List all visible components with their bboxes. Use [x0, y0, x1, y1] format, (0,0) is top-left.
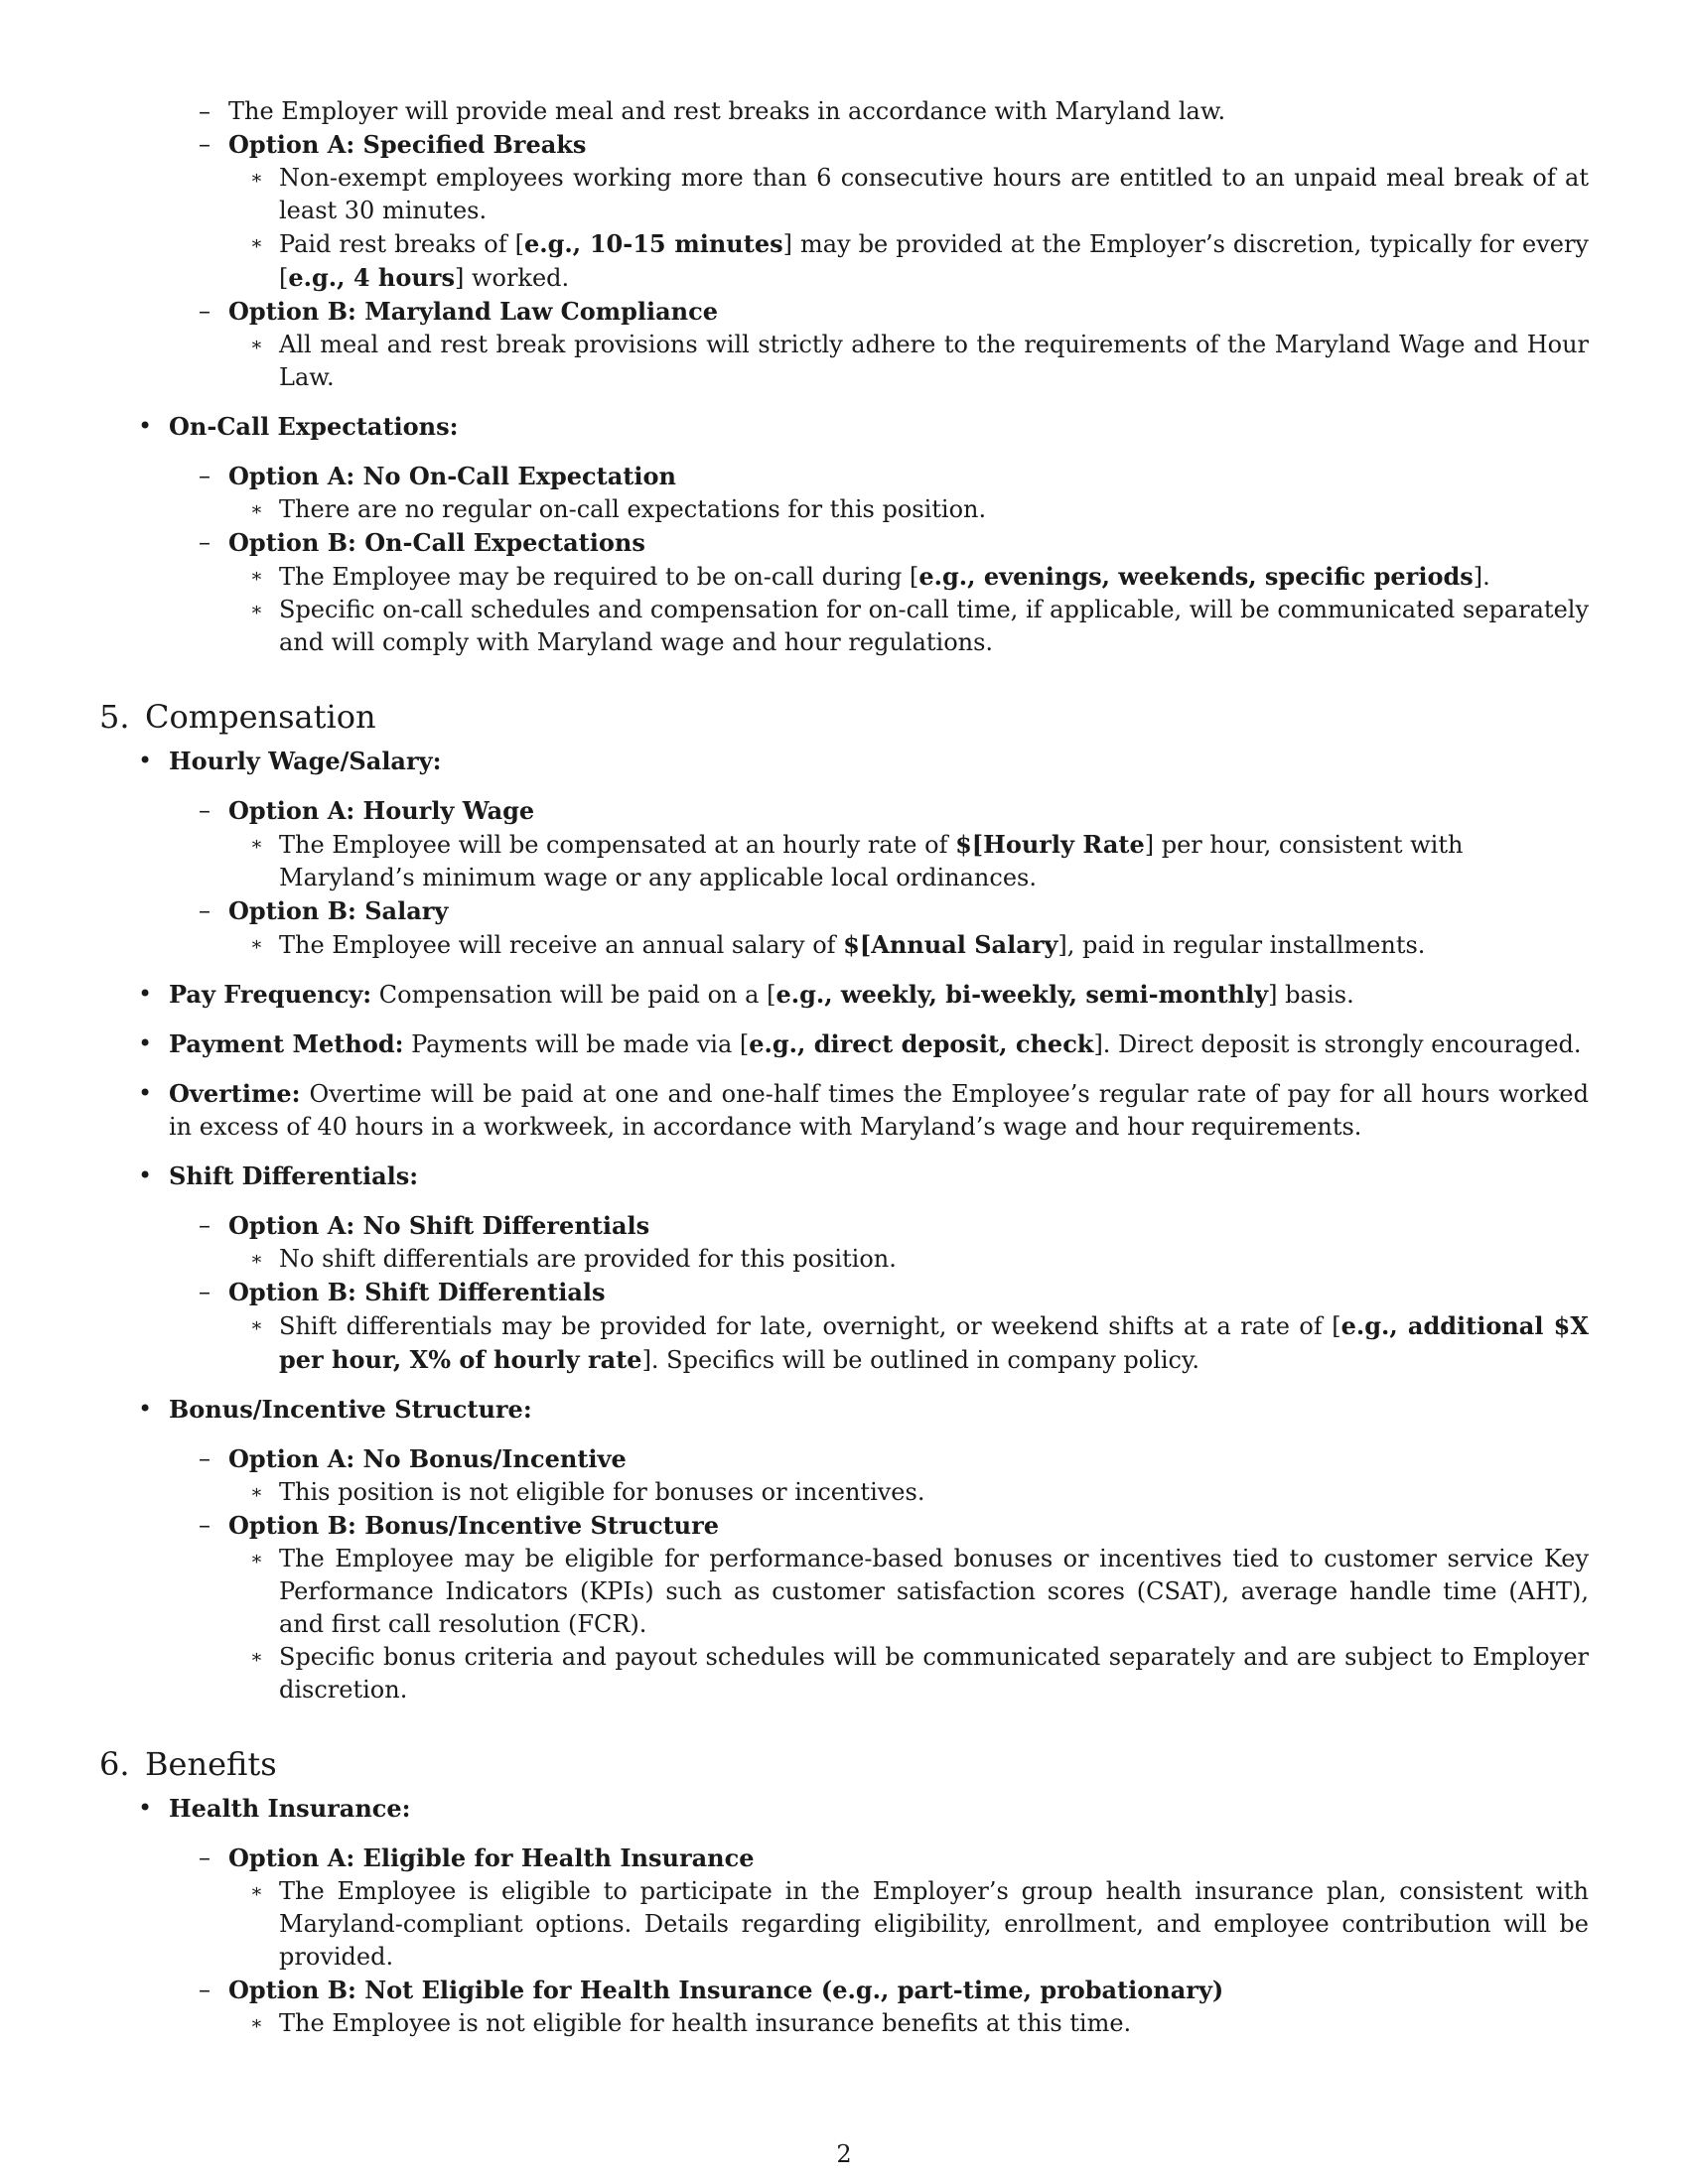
breaks-option-a: – Option A: Specified Breaks [199, 130, 587, 159]
dash-marker: – [199, 462, 211, 489]
star-marker: ∗ [250, 1481, 263, 1503]
health-option-a-item: ∗ The Employee is eligible to participate in the Employer’s group health insurance plan, consistent with Maryland-compliant options. Details regarding eligibility, enrollment, and employee contribution will be provided. [250, 1877, 1589, 1971]
dash-marker: – [199, 1211, 211, 1239]
bullet-marker: • [138, 1029, 153, 1057]
document-content [99, 95, 1589, 2040]
breaks-intro: – The Employer will provide meal and rest breaks in accordance with Maryland law. [99, 95, 1589, 128]
star-marker: ∗ [250, 334, 263, 355]
star-marker: ∗ [250, 167, 263, 189]
dash-marker: – [199, 1511, 211, 1539]
dash-marker: – [199, 297, 211, 325]
on-call-option-b: – Option B: On-Call Expectations [199, 528, 645, 557]
health-insurance-heading: • Health Insurance: [138, 1794, 411, 1823]
section-heading-benefits: 6. Benefits [99, 1745, 277, 1783]
star-marker: ∗ [250, 565, 263, 587]
overtime: • Overtime: Overtime will be paid at one and one-half times the Employee’s regular rate of pay for all hours worked in excess of 40 hours in a workweek, in accordance with Maryland’s wage and hour requirements. [138, 1079, 1589, 1141]
wage-option-b-item: ∗ The Employee will receive an annual salary of $[Annual Salary], paid in regular installments. [250, 930, 1426, 959]
bonus-option-a: – Option A: No Bonus/Incentive [199, 1444, 627, 1473]
health-option-b-item: ∗ The Employee is not eligible for health insurance benefits at this time. [99, 2007, 1589, 2040]
on-call-option-a-item: ∗ There are no regular on-call expectations for this position. [99, 493, 1589, 526]
bonus-option-b-item: ∗ The Employee may be eligible for performance-based bonuses or incentives tied to customer service Key Performance Indicators (KPIs) such as customer satisfaction scores (CSAT), average handle time (AHT), and first call resolution (FCR). [250, 1545, 1589, 1638]
star-marker: ∗ [250, 1646, 263, 1668]
page-number: 2 [836, 2140, 852, 2168]
dash-marker: – [199, 130, 211, 158]
on-call-heading: • On-Call Expectations: [138, 412, 459, 441]
star-marker: ∗ [250, 599, 263, 620]
star-marker: ∗ [250, 1248, 263, 1270]
bullet-marker: • [138, 1794, 153, 1822]
dash-marker: – [199, 528, 211, 556]
health-option-b: – Option B: Not Eligible for Health Insurance (e.g., part-time, probationary) [199, 1976, 1224, 2004]
on-call-option-a: – Option A: No On-Call Expectation [199, 462, 676, 490]
dash-marker: – [199, 896, 211, 924]
bullet-marker: • [138, 980, 153, 1008]
star-marker: ∗ [250, 498, 263, 520]
on-call-option-b-item: ∗ The Employee may be required to be on-call during [e.g., evenings, weekends, specific periods]. [250, 562, 1490, 591]
wage-option-a: – Option A: Hourly Wage [199, 796, 535, 825]
bullet-marker: • [138, 1161, 153, 1189]
breaks-option-b-item: ∗ All meal and rest break provisions will strictly adhere to the requirements of the Maryland Wage and Hour Law. [250, 331, 1589, 391]
star-marker: ∗ [250, 1314, 263, 1336]
shift-differentials-heading: • Shift Differentials: [138, 1161, 419, 1190]
dash-marker: – [199, 1278, 211, 1305]
wage-heading: • Hourly Wage/Salary: [138, 747, 442, 775]
payment-method: • Payment Method: Payments will be made via [e.g., direct deposit, check]. Direct deposit is strongly encouraged. [138, 1029, 1582, 1058]
star-marker: ∗ [250, 1548, 263, 1570]
bonus-heading: • Bonus/Incentive Structure: [138, 1395, 532, 1424]
shift-option-b: – Option B: Shift Differentials [199, 1278, 606, 1306]
bullet-marker: • [138, 412, 153, 440]
bullet-marker: • [138, 747, 153, 774]
star-marker: ∗ [250, 1880, 263, 1902]
star-marker: ∗ [250, 933, 263, 955]
on-call-option-b-item: ∗ Specific on-call schedules and compensation for on-call time, if applicable, will be communicated separately and will comply with Maryland wage and hour regulations. [250, 596, 1589, 656]
bonus-option-b: – Option B: Bonus/Incentive Structure [199, 1511, 720, 1540]
section-heading-compensation: 5. Compensation [99, 698, 376, 736]
shift-option-b-item: ∗ Shift differentials may be provided for late, overnight, or weekend shifts at a rate of [e.g., additional $X per hour, X% of hourly rate]. Specifics will be outlined in company policy. [250, 1311, 1589, 1374]
star-marker: ∗ [250, 232, 263, 254]
breaks-option-a-item: ∗ Paid rest breaks of [e.g., 10-15 minutes] may be provided at the Employer’s discretion, typically for every [e.g., 4 hours] worked. [250, 229, 1589, 292]
bullet-marker: • [138, 1079, 153, 1107]
dash-marker: – [199, 1976, 211, 2003]
bullet-marker: • [138, 1395, 153, 1423]
wage-option-a-item: ∗ The Employee will be compensated at an hourly rate of $[Hourly Rate] per hour, consistent with Maryland’s minimum wage or any applicable local ordinances. [250, 830, 1464, 891]
star-marker: ∗ [250, 2012, 263, 2034]
shift-option-a: – Option A: No Shift Differentials [199, 1211, 650, 1240]
dash-marker: – [199, 97, 211, 125]
wage-option-b: – Option B: Salary [199, 896, 449, 925]
pay-frequency: • Pay Frequency: Compensation will be paid on a [e.g., weekly, bi-weekly, semi-monthly] basis. [138, 980, 1354, 1009]
bonus-option-b-item: ∗ Specific bonus criteria and payout schedules will be communicated separately and are subject to Employer discretion. [250, 1643, 1589, 1704]
shift-option-a-item: ∗ No shift differentials are provided for this position. [99, 1243, 1589, 1276]
bonus-option-a-item: ∗ This position is not eligible for bonuses or incentives. [99, 1476, 1589, 1509]
dash-marker: – [199, 1444, 211, 1472]
breaks-option-a-item: ∗ Non-exempt employees working more than 6 consecutive hours are entitled to an unpaid meal break of at least 30 minutes. [250, 164, 1589, 224]
dash-marker: – [199, 796, 211, 824]
star-marker: ∗ [250, 833, 263, 855]
dash-marker: – [199, 1843, 211, 1871]
breaks-option-b: – Option B: Maryland Law Compliance [199, 297, 719, 326]
health-option-a: – Option A: Eligible for Health Insurance [199, 1843, 755, 1872]
